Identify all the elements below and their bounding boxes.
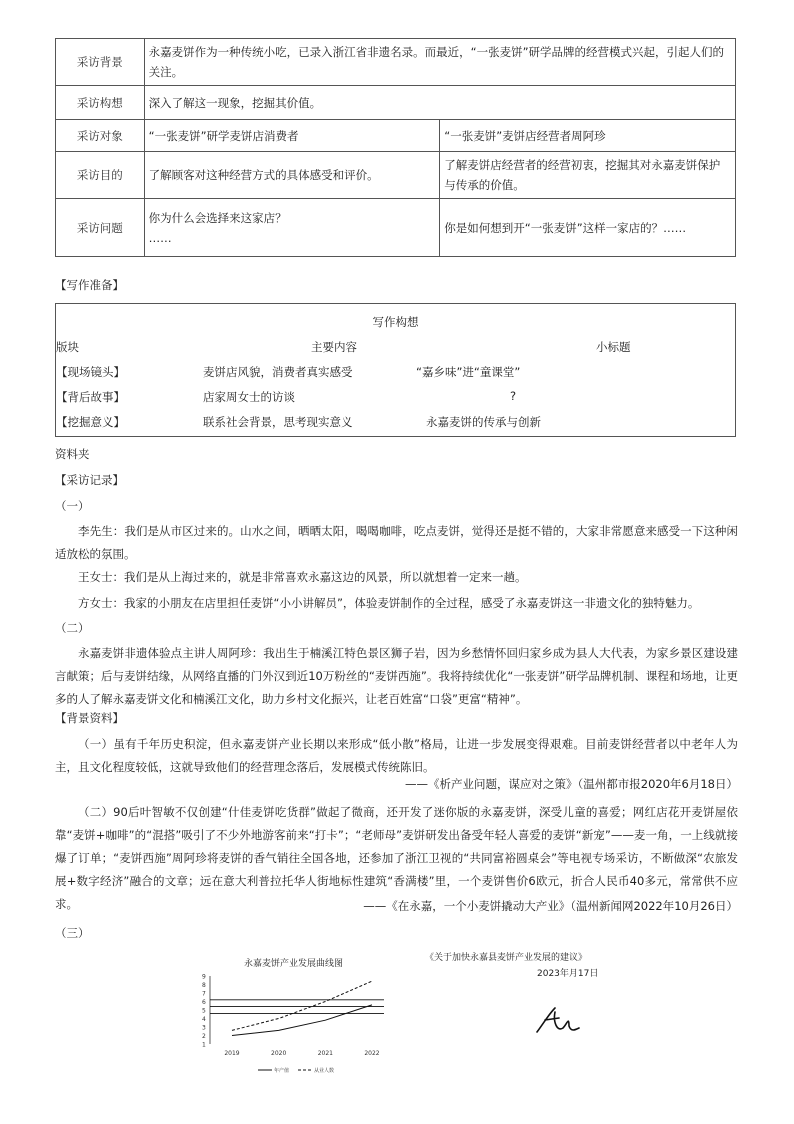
writing-plan-box	[55, 303, 736, 437]
row-content: 深入了解这一现象，挖掘其价值。	[144, 86, 735, 120]
signature-mark	[533, 1002, 583, 1038]
section-content: 联系社会背景，思考现实意义	[203, 415, 353, 429]
section-label: 【现场镜头】	[56, 365, 125, 379]
question-text: 你为什么会选择来这家店？	[148, 210, 287, 225]
row-cell-right: 你是如何想到开“一张麦饼”这样一家店的？……	[440, 199, 736, 257]
section-label: 【背后故事】	[56, 390, 125, 404]
legend-label: 年产值	[274, 1068, 290, 1074]
x-tick-label: 2021	[317, 1050, 333, 1057]
y-tick-label: 6	[202, 999, 206, 1006]
document-date: 2023年月17日	[537, 969, 599, 979]
section-subtitle: ?	[510, 389, 517, 403]
section-label: 【挖掘意义】	[56, 415, 125, 429]
section-content: 店家周女士的访谈	[203, 390, 295, 404]
y-tick-label: 5	[202, 1007, 206, 1015]
quote-paragraph: 王女士：我们是从上海过来的，就是非常喜欢永嘉这边的风景，所以就想着一定来一趟。	[78, 570, 527, 584]
table-row	[56, 39, 736, 86]
source-citation: ——《析产业问题，谋应对之策》（温州都市报2020年6月18日）	[405, 777, 738, 791]
row-label: 采访背景	[56, 39, 145, 86]
record-heading: 【采访记录】	[55, 473, 124, 487]
header-section: 版块	[56, 340, 79, 354]
y-tick-label: 9	[202, 973, 206, 981]
row-cell-right: “一张麦饼”麦饼店经营者周阿珍	[440, 120, 736, 152]
legend-label: 从业人数	[314, 1068, 335, 1074]
part-one-label: （一）	[55, 499, 90, 513]
y-tick-label: 7	[202, 990, 206, 998]
table-row	[56, 199, 736, 257]
part-three-label: （三）	[55, 926, 90, 940]
section-subtitle: “嘉乡味”进“童课堂”	[416, 365, 521, 379]
row-label: 采访对象	[56, 120, 145, 152]
source-citation: ——《在永嘉，一个小麦饼撬动大产业》（温州新闻网2022年10月26日）	[363, 899, 738, 913]
prep-heading: 【写作准备】	[55, 278, 124, 292]
x-tick-label: 2019	[224, 1050, 240, 1057]
interview-plan-table	[55, 38, 736, 257]
series-line	[232, 981, 372, 1030]
row-content: 永嘉麦饼作为一种传统小吃，已录入浙江省非遗名录。而最近，“一张麦饼”研学品牌的经营模式兴起，引起人们的关注。	[144, 39, 735, 86]
row-cell-left	[144, 199, 440, 257]
y-tick-label: 2	[202, 1033, 206, 1040]
background-paragraph: （二）90后叶智敏不仅创建“什佳麦饼吃货群”做起了微商，还开发了迷你版的永嘉麦饼，深受儿童的喜爱；网红店花开麦饼屋依靠“麦饼+咖啡”的“混搭”吸引了不少外地游客前来“打卡”；“老师母”麦饼研发出备受年轻人喜爱的麦饼“新宠”——麦一角，一上线就接爆了订单；“麦饼西施”周阿珍将麦饼的香气销往全国各地，还参加了浙江卫视的“共同富裕圆桌会”等电视专场采访，不断做深“农旅发展+数字经济”融合的文章；远在意大利普拉托华人街地标性建筑“香满楼”里，一个麦饼售价6欧元，折合人民币40多元，常常供不应求。	[55, 805, 738, 911]
chart-title: 永嘉麦饼产业发展曲线图	[244, 959, 344, 969]
row-label: 采访目的	[56, 152, 145, 199]
row-cell-right: 了解麦饼店经营者的经营初衷，挖掘其对永嘉麦饼保护与传承的价值。	[440, 152, 736, 199]
header-content: 主要内容	[311, 340, 357, 354]
zhou-paragraph: 永嘉麦饼非遗体验点主讲人周阿珍：我出生于楠溪江特色景区狮子岩，因为乡愁情怀回归家乡成为县人大代表，为家乡景区建设建言献策；后与麦饼结缘，从网络直播的门外汉到近10万粉丝的“麦饼西施”。我将持续优化“一张麦饼”研学品牌机制、课程和场地，让更多的人了解永嘉麦饼文化和楠溪江文化，助力乡村文化振兴，让老百姓富“口袋”更富“精神”。	[55, 646, 738, 706]
folder-label: 资料夹	[55, 447, 90, 461]
y-tick-label: 4	[202, 1016, 206, 1023]
row-cell-left: 了解顾客对这种经营方式的具体感受和评价。	[144, 152, 440, 199]
section-subtitle: 永嘉麦饼的传承与创新	[426, 415, 541, 429]
row-cell-left: “一张麦饼”研学麦饼店消费者	[144, 120, 440, 152]
part-two-label: （二）	[55, 621, 90, 635]
background-paragraph: （一）虽有千年历史积淀，但永嘉麦饼产业长期以来形成“低小散”格局，让进一步发展变得艰难。目前麦饼经营者以中老年人为主，且文化程度较低，这就导致他们的经营理念落后，发展模式传统陈旧。	[55, 737, 738, 774]
background-heading: 【背景资料】	[55, 711, 124, 725]
row-label: 采访构想	[56, 86, 145, 120]
row-label: 采访问题	[56, 199, 145, 257]
x-tick-label: 2020	[271, 1050, 287, 1057]
table-row	[56, 152, 736, 199]
header-subtitle: 小标题	[596, 340, 631, 354]
question-more: ……	[148, 230, 172, 245]
y-tick-label: 3	[202, 1024, 206, 1032]
document-title: 《关于加快永嘉县麦饼产业发展的建议》	[425, 953, 588, 963]
chart-canvas	[198, 950, 398, 1080]
industry-chart	[198, 950, 398, 1080]
y-tick-label: 1	[202, 1041, 206, 1049]
table-row	[56, 86, 736, 120]
section-content: 麦饼店风貌，消费者真实感受	[203, 365, 353, 379]
y-tick-label: 8	[202, 982, 206, 989]
writing-plan-title: 写作构想	[372, 315, 419, 329]
series-line	[232, 1005, 372, 1036]
table-row	[56, 120, 736, 152]
quote-paragraph: 李先生：我们是从市区过来的。山水之间，晒晒太阳，喝喝咖啡，吃点麦饼，觉得还是挺不错的，大家非常愿意来感受一下这种闲适放松的氛围。	[55, 524, 738, 561]
quote-paragraph: 方女士：我家的小朋友在店里担任麦饼“小小讲解员”，体验麦饼制作的全过程，感受了永嘉麦饼这一非遗文化的独特魅力。	[78, 596, 700, 610]
x-tick-label: 2022	[364, 1050, 380, 1057]
